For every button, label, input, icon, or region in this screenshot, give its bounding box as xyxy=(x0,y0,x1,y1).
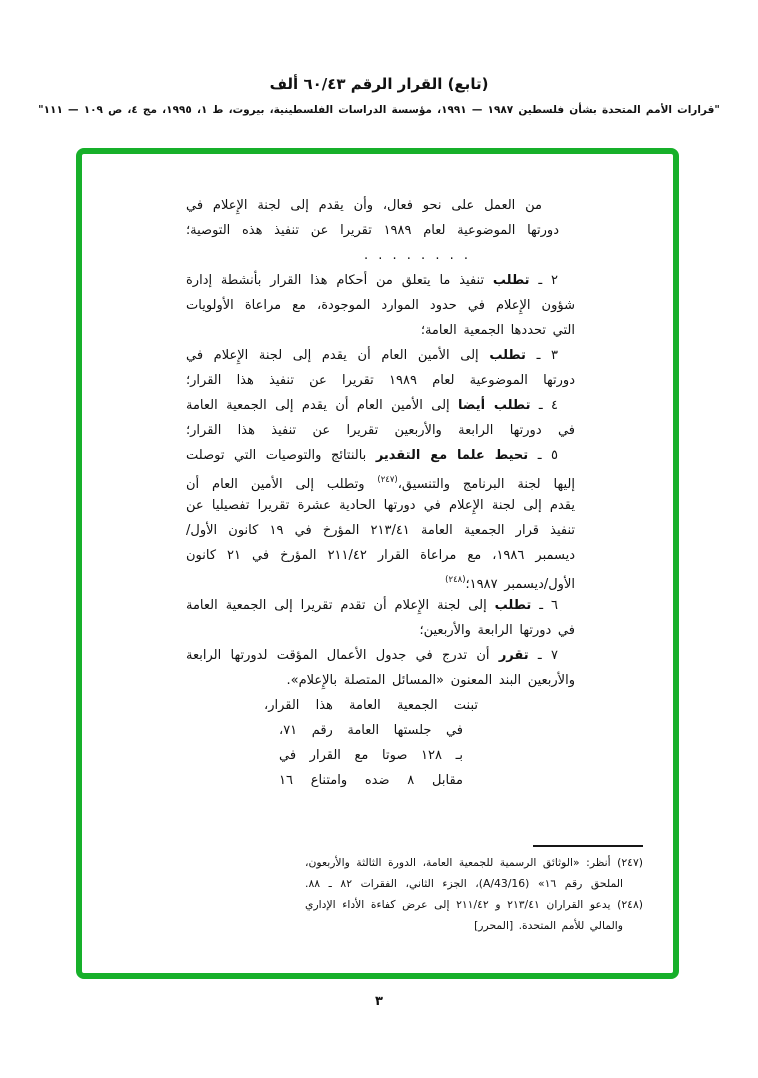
closing-vote-statement xyxy=(264,693,478,793)
body-line: دورتها الموضوعية لعام ١٩٨٩ تقريرا عن تنفيذ هذه التوصية؛ xyxy=(186,223,559,238)
footnote-reference: (٢٤٧) xyxy=(377,475,398,485)
body-line: ٥ ـ تحيط علما مع التقدير بالنتائج والتوصيات التي توصلت xyxy=(186,448,558,463)
footnote-reference: (٢٤٨) xyxy=(445,575,466,585)
closing-line: تبنت الجمعية العامة هذا القرار، xyxy=(264,698,478,713)
dots-ellipsis: . . . . . . . . xyxy=(364,248,468,263)
footnote-separator xyxy=(533,845,643,847)
body-line: والأربعين البند المعنون «المسائل المتصلة بالإِعلام». xyxy=(286,673,575,688)
body-line: ٧ ـ تقرر أن تدرج في جدول الأعمال المؤقت لدورتها الرابعة xyxy=(186,648,559,663)
resolution-text-column xyxy=(186,193,575,793)
footnote-line: (٢٤٧) أنظر: «الوثائق الرسمية للجمعية العامة، الدورة الثالثة والأربعون، xyxy=(305,856,643,869)
body-line: من العمل على نحو فعال، وأن يقدم إلى لجنة الإِعلام في xyxy=(186,198,542,213)
body-line: ٦ ـ تطلب إلى لجنة الإِعلام أن تقدم تقريرا إلى الجمعية العامة xyxy=(186,598,559,613)
body-line: في دورتها الرابعة والأربعين؛ xyxy=(419,623,575,638)
body-line: يقدم إلى لجنة الإِعلام في دورتها الحادية عشرة تقريرا تفصيليا عن xyxy=(186,498,575,513)
closing-line: في جلستها العامة رقم ٧١، xyxy=(279,723,463,738)
resolution-body-text xyxy=(186,193,575,693)
body-line: ٤ ـ تطلب أيضا إلى الأمين العام أن يقدم إلى الجمعية العامة xyxy=(186,398,558,413)
body-line: ٢ ـ تطلب تنفيذ ما يتعلق من أحكام هذا القرار بأنشطة إدارة xyxy=(186,273,558,288)
body-line: شؤون الإِعلام في حدود الموارد الموجودة، مع مراعاة الأولويات xyxy=(186,298,575,313)
body-line: الأول/ديسمبر ١٩٨٧؛$^{(٢٤٨)}$ xyxy=(445,575,575,592)
footnote-line: والمالي للأمم المتحدة. [المحرر] xyxy=(474,919,623,932)
body-line: دورتها الموضوعية لعام ١٩٨٩ تقريرا عن تنفيذ هذا القرار؛ xyxy=(186,373,575,388)
closing-line: مقابل ٨ ضده وامتناع ١٦ xyxy=(279,773,463,788)
footnote-line: الملحق رقم ١٦» (A/43/16)، الجزء الثاني، الفقرات ٨٢ ـ ٨٨. xyxy=(305,877,623,890)
closing-line: بـ ١٢٨ صوتا مع القرار في xyxy=(279,748,463,763)
body-line: التي تحددها الجمعية العامة؛ xyxy=(420,323,575,338)
body-line: ٣ ـ تطلب إلى الأمين العام أن يقدم إلى لجنة الإِعلام في xyxy=(186,348,559,363)
body-line: ديسمبر ١٩٨٦، مع مراعاة القرار ٢١١/٤٢ المؤرخ في ٢١ كانون xyxy=(186,548,575,563)
body-line: في دورتها الرابعة والأربعين تقريرا عن تنفيذ هذا القرار؛ xyxy=(186,423,575,438)
page-title: (تابع) القرار الرقم ٦٠/٤٣ ألف xyxy=(269,75,489,93)
footnotes xyxy=(305,852,643,936)
footnote-line: (٢٤٨) يدعو القراران ٢١٣/٤١ و ٢١١/٤٢ إلى عرض كفاءة الأداء الإداري xyxy=(305,898,643,911)
source-citation: "قرارات الأمم المتحدة بشأن فلسطين ١٩٨٧ — ١٩٩١، مؤسسة الدراسات الفلسطينية، بيروت، ط ١، ١٩٩٥، مج ٤، ص ١٠٩ — ١١١" xyxy=(38,104,720,116)
body-line: إليها لجنة البرنامج والتنسيق،$^{(٢٤٧)}$ وتطلب إلى الأمين العام أن xyxy=(186,475,575,492)
body-line: تنفيذ قرار الجمعية العامة ٢١٣/٤١ المؤرخ في ١٩ كانون الأول/ xyxy=(186,523,575,538)
page-number: ٣ xyxy=(375,994,383,1009)
